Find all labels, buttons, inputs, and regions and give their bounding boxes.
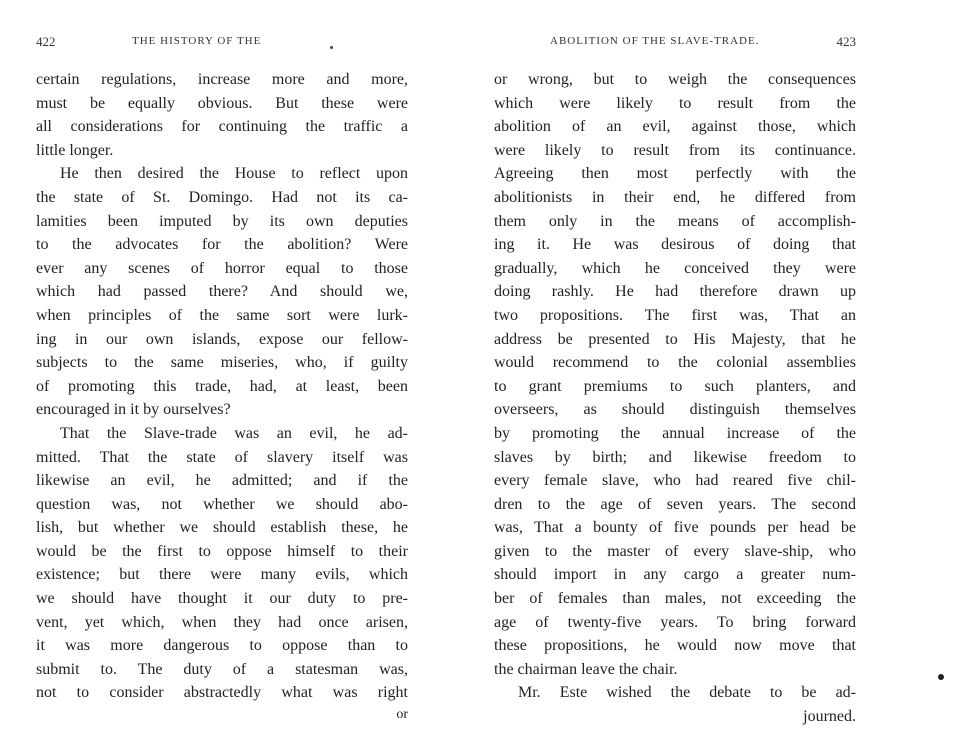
- text-line: was, That a bounty of five pounds per head be: [494, 519, 856, 537]
- text-line: ber of females than males, not exceeding the: [494, 590, 856, 608]
- right-running-head: ABOLITION OF THE SLAVE-TRADE.: [550, 35, 760, 47]
- text-line: these propositions, he would now move that: [494, 637, 856, 655]
- text-line: to grant premiums to such planters, and: [494, 377, 856, 395]
- text-line: of promoting this trade, had, at least, been: [36, 377, 408, 395]
- text-line: slaves by birth; and likewise freedom to: [494, 448, 856, 466]
- catchword: or: [396, 707, 408, 723]
- text-line: certain regulations, increase more and more,: [36, 71, 408, 88]
- text-line: gradually, which he conceived they were: [494, 259, 856, 277]
- text-line: were likely to result from its continuance.: [494, 141, 856, 159]
- text-line: it was more dangerous to oppose than to: [36, 637, 408, 655]
- text-line: ever any scenes of horror equal to those: [36, 259, 408, 277]
- text-line: to the advocates for the abolition? Were: [36, 236, 408, 254]
- text-line: He then desired the House to reflect upon: [60, 165, 408, 183]
- text-line: should import in any cargo a greater num-: [494, 566, 856, 584]
- text-line: age of twenty-five years. To bring forward: [494, 613, 856, 631]
- text-line: Agreeing then most perfectly with the: [494, 165, 856, 183]
- text-line: would be the first to oppose himself to their: [36, 542, 408, 560]
- text-line: would recommend to the colonial assemblies: [494, 354, 856, 372]
- text-line: subjects to the same miseries, who, if guilty: [36, 354, 408, 372]
- text-line: every female slave, who had reared five chil-: [494, 472, 856, 490]
- text-line: question was, not whether we should abo-: [36, 495, 408, 513]
- text-line: them only in the means of accomplish-: [494, 212, 856, 230]
- text-line: lish, but whether we should establish these, he: [36, 519, 408, 537]
- text-line: by promoting the annual increase of the: [494, 424, 856, 442]
- text-line: journed.: [803, 708, 856, 726]
- right-page-body: [494, 68, 856, 729]
- left-running-head: THE HISTORY OF THE: [132, 35, 262, 47]
- ink-dot: [938, 674, 944, 680]
- ink-fleck: [330, 46, 333, 49]
- text-line: the state of St. Domingo. Had not its ca-: [36, 188, 408, 206]
- left-page-number: 422: [36, 34, 56, 49]
- text-line: abolitionists in their end, he differed from: [494, 188, 856, 206]
- text-line: address be presented to His Majesty, that he: [494, 330, 856, 348]
- text-line: encouraged in it by ourselves?: [36, 401, 231, 419]
- right-page-number: 423: [836, 34, 856, 49]
- text-line: not to consider abstractedly what was right: [36, 684, 408, 702]
- text-line: doing rashly. He had therefore drawn up: [494, 283, 856, 301]
- text-line: two propositions. The first was, That an: [494, 306, 856, 324]
- text-line: dren to the age of seven years. The second: [494, 495, 856, 513]
- right-page: [494, 0, 856, 726]
- text-line: which were likely to result from the: [494, 94, 856, 112]
- left-page-body: [36, 68, 408, 723]
- text-line: submit to. The duty of a statesman was,: [36, 660, 408, 678]
- right-page-header: [494, 34, 856, 54]
- text-line: all considerations for continuing the traffic a: [36, 118, 408, 136]
- text-line: ing it. He was desirous of doing that: [494, 236, 856, 254]
- text-line: ing in our own islands, expose our fellow-: [36, 330, 408, 348]
- left-page: [36, 0, 408, 726]
- text-line: when principles of the same sort were lurk-: [36, 306, 408, 324]
- text-line: existence; but there were many evils, which: [36, 566, 408, 584]
- text-line: given to the master of every slave-ship, who: [494, 542, 856, 560]
- text-line: which had passed there? And should we,: [36, 283, 408, 301]
- text-line: likewise an evil, he admitted; and if the: [36, 472, 408, 490]
- text-line: Mr. Este wished the debate to be ad-: [518, 684, 856, 702]
- text-line: little longer.: [36, 141, 114, 159]
- text-line: vent, yet which, when they had once arisen,: [36, 613, 408, 631]
- text-line: lamities been imputed by its own deputies: [36, 212, 408, 230]
- text-line: That the Slave-trade was an evil, he ad-: [60, 424, 408, 442]
- text-line: overseers, as should distinguish themselves: [494, 401, 856, 419]
- text-line: abolition of an evil, against those, which: [494, 118, 856, 136]
- text-line: must be equally obvious. But these were: [36, 94, 408, 112]
- text-line: the chairman leave the chair.: [494, 660, 678, 678]
- text-line: we should have thought it our duty to pre-: [36, 590, 408, 608]
- text-line: mitted. That the state of slavery itself was: [36, 448, 408, 466]
- text-line: or wrong, but to weigh the consequences: [494, 71, 856, 88]
- left-page-header: [36, 34, 408, 54]
